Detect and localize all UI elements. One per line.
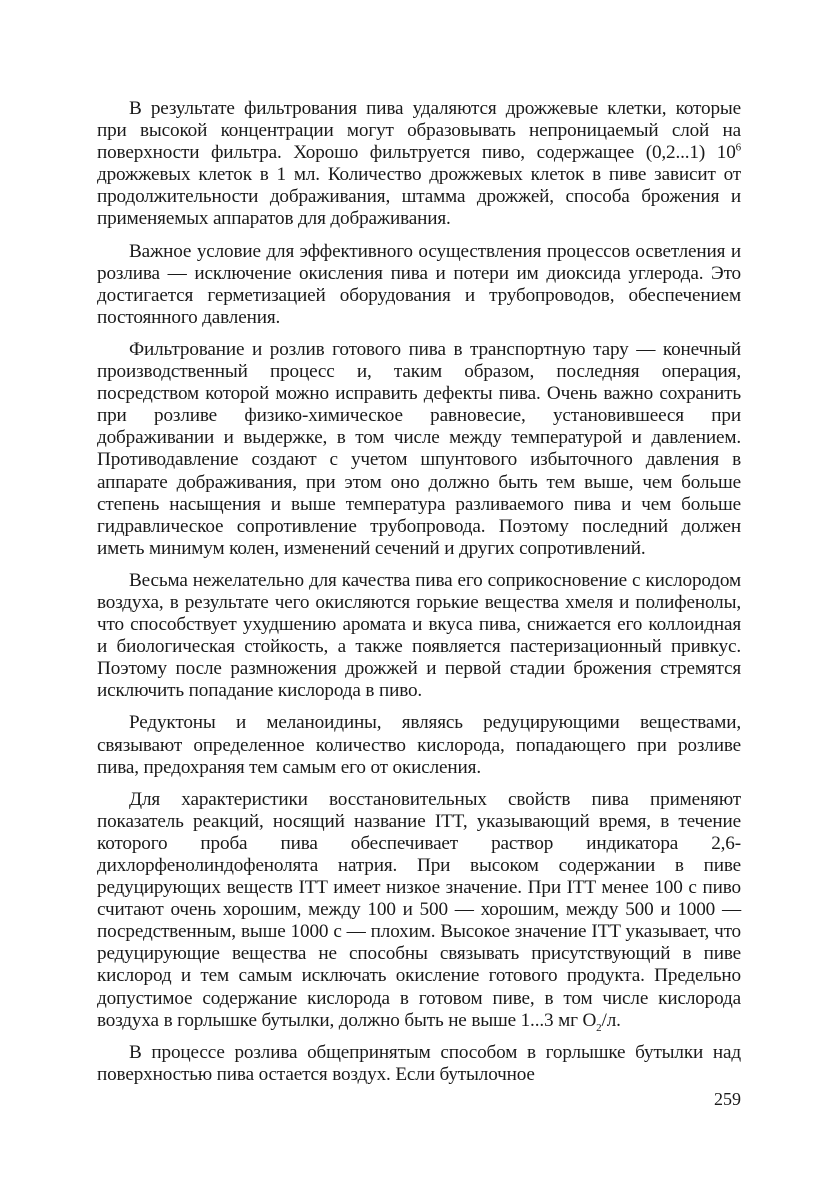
page-number: 259 (714, 1089, 741, 1109)
paragraph-6 (97, 789, 741, 1032)
paragraph-1 (97, 98, 741, 231)
paragraph-5: Редуктоны и меланоидины, являясь редуцирующими веществами, связывают определенное количество кислорода, попадающего при розливе пива, предохраняя тем самым его от окисления. (97, 712, 741, 778)
paragraph-4: Весьма нежелательно для качества пива его соприкосновение с кислородом воздуха, в результате чего окисляются горькие вещества хмеля и полифенолы, что способствует ухудшению аромата и вкуса пива, снижается его коллоидная и биологическая стойкость, а также появляется пастеризационный привкус. Поэтому после размножения дрожжей и первой стадии брожения стремятся исключить попадание кислорода в пиво. (97, 569, 741, 702)
superscript-exponent: 6 (735, 141, 741, 154)
paragraph-2: Важное условие для эффективного осуществления процессов осветления и розлива — исключение окисления пива и потери им диоксида углерода. Это достигается герметизацией оборудования и трубопроводов, обеспечением постоянного давления. (97, 240, 741, 328)
paragraph-1-text-end: дрожжевых клеток в 1 мл. Количество дрожжевых клеток в пиве зависит от продолжительности дображивания, штамма дрожжей, способа брожения и применяемых аппаратов для дображивания. (97, 164, 741, 230)
paragraph-6-text-end: /л. (601, 1009, 621, 1031)
paragraph-6-text-start: Для характеристики восстановительных свойств пива применяют показатель реакций, носящий название ITT, указывающий время, в течение которого проба пива обеспечивает раствор индикатора 2,6-дихлорфенолиндофенолята натрия. При высоком содержании в пиве редуцирующих веществ ITT имеет низкое значение. При ITT менее 100 с пиво считают очень хорошим, между 100 и 500 — хорошим, между 500 и 1000 — посредственным, выше 1000 с — плохим. Высокое значение ITT указывает, что редуцирующие вещества не способны связывать присутствующий в пиве кислород и тем самым исключать окисление готового продукта. Предельно допустимое содержание кислорода в готовом пиве, в том числе кислорода воздуха в горлышке бутылки, должно быть не выше 1...3 мг O (97, 788, 741, 1031)
document-body (97, 98, 741, 1096)
paragraph-3: Фильтрование и розлив готового пива в транспортную тару — конечный производственный процесс и, таким образом, последняя операция, посредством которой можно исправить дефекты пива. Очень важно сохранить при розливе физико-химическое равновесие, установившееся при дображивании и выдержке, в том числе между температурой и давлением. Противодавление создают с учетом шпунтового избыточного давления в аппарате дображивания, при этом оно должно быть тем выше, чем больше степень насыщения и выше температура разливаемого пива и чем больше гидравлическое сопротивление трубопровода. Поэтому последний должен иметь минимум колен, изменений сечений и других сопротивлений. (97, 338, 741, 559)
paragraph-1-text-start: В результате фильтрования пива удаляются дрожжевые клетки, которые при высокой концентрации могут образовывать непроницаемый слой на поверхности фильтра. Хорошо фильтруется пиво, содержащее (0,2...1) 10 (97, 98, 741, 164)
subscript-oxygen: 2 (596, 1021, 602, 1034)
paragraph-7: В процессе розлива общепринятым способом в горлышке бутылки над поверхностью пива остается воздух. Если бутылочное (97, 1041, 741, 1085)
